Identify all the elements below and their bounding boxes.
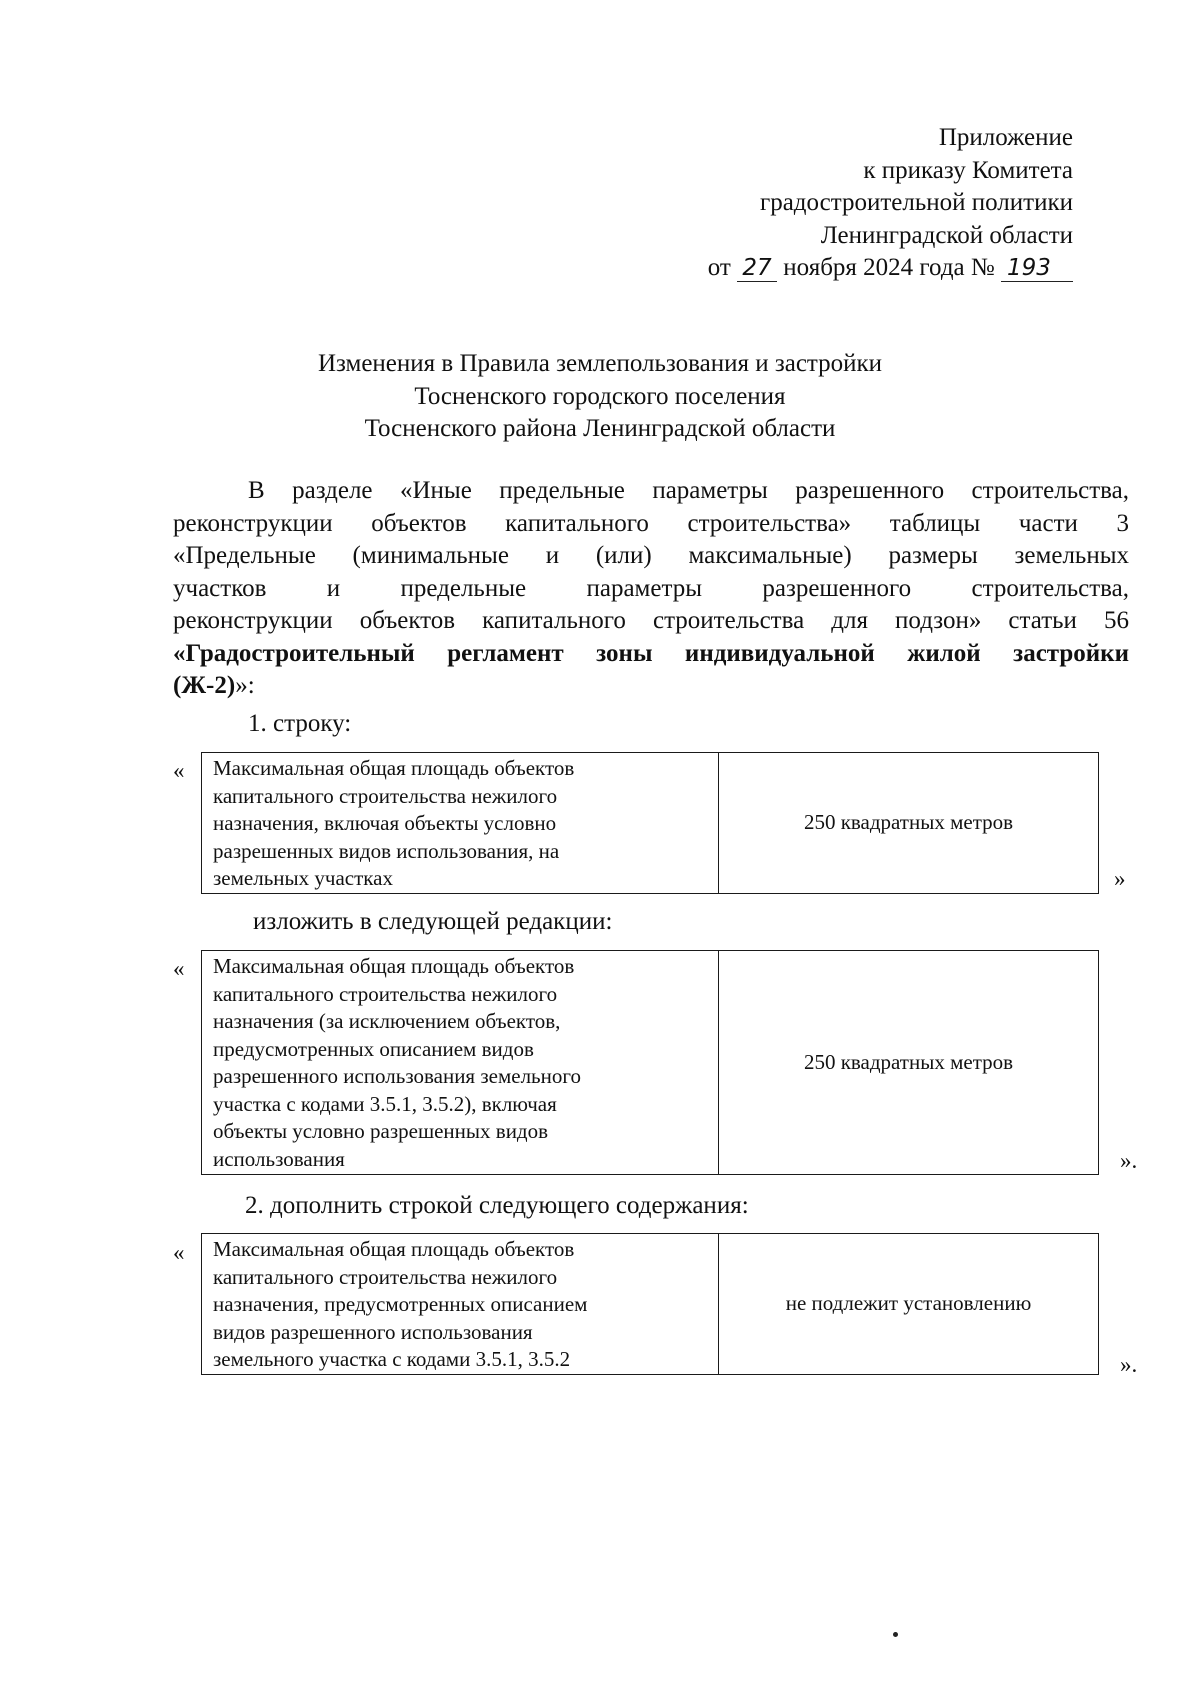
date-prefix: от xyxy=(707,254,731,281)
table-row xyxy=(202,753,1099,894)
intro-line-2: реконструкции объектов капитального строительства» таблицы части 3 xyxy=(173,509,1129,537)
cell-line: земельных участках xyxy=(213,866,393,890)
cell-line: объекты условно разрешенных видов xyxy=(213,1119,549,1143)
appendix-label: Приложение xyxy=(938,124,1073,151)
cell-line: капитального строительства нежилого xyxy=(213,783,558,808)
open-quote-1: « xyxy=(173,758,185,783)
regulation-title: «Градостроительный регламент зоны индивидуальной жилой застройки xyxy=(173,639,1129,667)
cell-line: Максимальная общая площадь объектов xyxy=(213,954,575,978)
document-title xyxy=(0,348,1200,446)
cell-line: видов разрешенного использования xyxy=(213,1319,533,1344)
cell-line: разрешенного использования земельного xyxy=(213,1064,581,1088)
open-quote-2: « xyxy=(173,956,185,981)
cell-line: разрешенных видов использования, на xyxy=(213,838,560,863)
cell-line: назначения, предусмотренных описанием xyxy=(213,1292,588,1316)
parameter-cell xyxy=(202,951,719,1175)
parameter-cell xyxy=(202,753,719,894)
parameter-cell xyxy=(202,1234,719,1375)
close-quote-1: » xyxy=(1114,866,1126,891)
cell-line: Максимальная общая площадь объектов xyxy=(213,756,575,780)
cell-line: капитального строительства нежилого xyxy=(213,1264,558,1289)
appendix-region: Ленинградской области xyxy=(820,221,1073,249)
value-cell: не подлежит установлению xyxy=(719,1234,1099,1375)
title-line-1: Изменения в Правила землепользования и застройки xyxy=(317,350,883,377)
intro-line-7 xyxy=(173,670,1129,703)
appendix-header xyxy=(708,122,1073,285)
handwritten-order-number: 193 xyxy=(1001,255,1073,282)
cell-line: капитального строительства нежилого xyxy=(213,981,558,1006)
step-1-continuation: изложить в следующей редакции: xyxy=(253,908,613,935)
cell-line: Максимальная общая площадь объектов xyxy=(213,1237,575,1261)
date-middle: ноября 2024 года № xyxy=(783,254,995,281)
intro-line-4: участков и предельные параметры разрешенного строительства, xyxy=(173,574,1129,602)
table-added-row xyxy=(201,1233,1099,1375)
title-line-2: Тосненского городского поселения xyxy=(414,382,786,410)
cell-line: использования xyxy=(213,1146,345,1171)
cell-line: земельного участка с кодами 3.5.1, 3.5.2 xyxy=(213,1347,571,1371)
table-original-row xyxy=(201,752,1099,894)
intro-line-6 xyxy=(173,638,1129,671)
step-2-label: 2. дополнить строкой следующего содержания: xyxy=(245,1192,749,1219)
table-row xyxy=(202,951,1099,1175)
step-1-label: 1. строку: xyxy=(248,710,352,737)
appendix-date-line xyxy=(708,252,1073,285)
table-row xyxy=(202,1234,1099,1375)
cell-line: участка с кодами 3.5.1, 3.5.2), включая xyxy=(213,1091,557,1116)
table-new-edition xyxy=(201,950,1099,1175)
appendix-committee: градостроительной политики xyxy=(759,189,1073,216)
intro-line-1: В разделе «Иные предельные параметры разрешенного строительства, xyxy=(248,477,1129,504)
intro-line-3: «Предельные (минимальные и (или) максимальные) размеры земельных xyxy=(173,542,1129,569)
handwritten-day: 27 xyxy=(737,255,777,282)
title-line-3: Тосненского района Ленинградской области xyxy=(364,415,836,442)
intro-line-5: реконструкции объектов капитального строительства для подзон» статьи 56 xyxy=(173,607,1129,634)
value-cell: 250 квадратных метров xyxy=(719,951,1099,1175)
stray-dot-mark xyxy=(893,1632,898,1637)
zone-code: (Ж-2) xyxy=(173,672,236,699)
intro-line-7-tail: »: xyxy=(235,672,255,699)
cell-line: предусмотренных описанием видов xyxy=(213,1036,534,1061)
close-quote-3: ». xyxy=(1120,1352,1138,1377)
cell-line: назначения, включая объекты условно xyxy=(213,811,557,835)
intro-paragraph xyxy=(173,475,1129,703)
close-quote-2: ». xyxy=(1120,1148,1138,1173)
cell-line: назначения (за исключением объектов, xyxy=(213,1009,561,1033)
open-quote-3: « xyxy=(173,1240,185,1265)
value-cell: 250 квадратных метров xyxy=(719,753,1099,894)
appendix-order-ref: к приказу Комитета xyxy=(863,156,1073,184)
